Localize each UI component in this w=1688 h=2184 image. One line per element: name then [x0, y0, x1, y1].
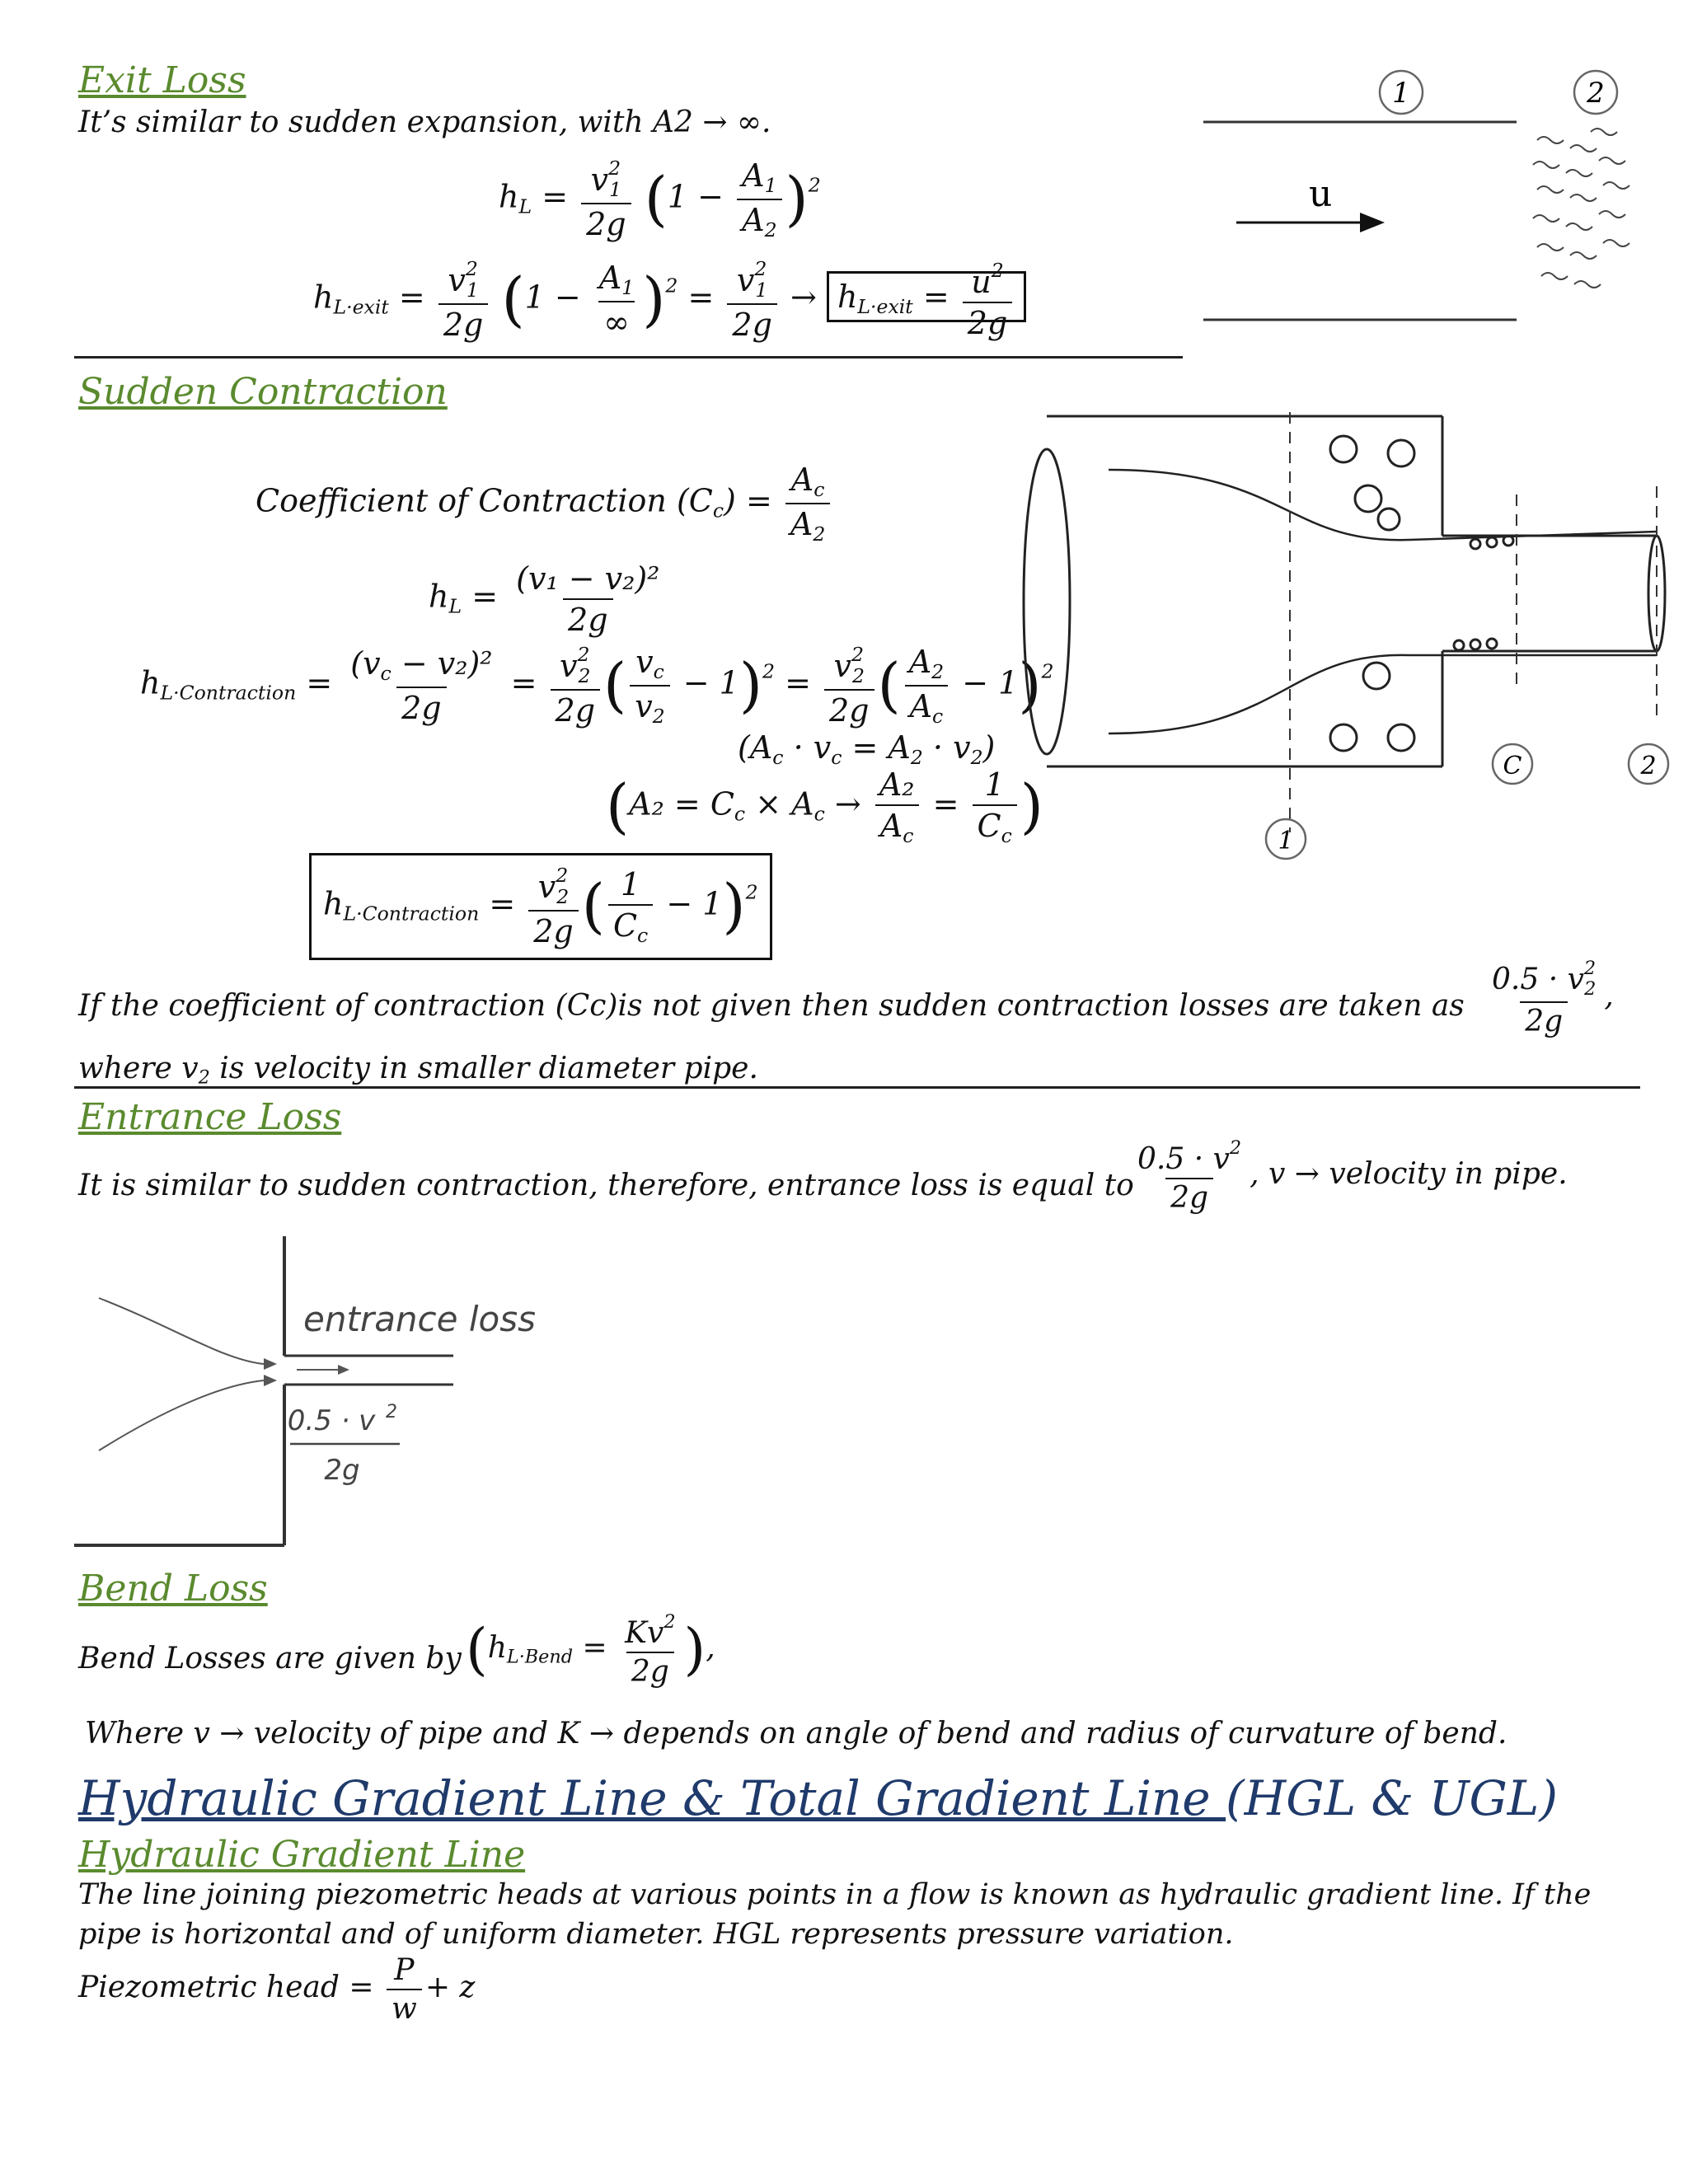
exit-loss-result-box: $h_{L\cdot exit}$ = $\frac{u^2}{2g}$ — [827, 271, 1026, 322]
exit-loss-heading: Exit Loss — [78, 59, 246, 101]
bend-loss-where: Where v → velocity of pipe and K → depends on angle of bend and radius of curvature of bend. — [85, 1717, 1507, 1750]
section-divider — [74, 1086, 1640, 1089]
entrance-loss-figure — [74, 1228, 569, 1558]
sudden-contraction-figure — [1014, 404, 1681, 865]
entrance-figure-numerator: 0.5 · v — [287, 1404, 376, 1437]
svg-text:2: 2 — [386, 1402, 397, 1422]
section-divider — [74, 356, 1183, 359]
exit-loss-figure — [1195, 58, 1657, 338]
sudden-contraction-heading: Sudden Contraction — [78, 371, 448, 413]
contraction-note-fraction: $\frac{0.5 \cdot v^2_2}{2g}$ , — [1492, 958, 1614, 1038]
figure-label-1: 1 — [1392, 77, 1410, 110]
contraction-loss-derivation: $h_{L\cdot Contraction}$ = $\frac{(v_c - v_2)^2}{2g}$ = $\frac{v^2_2}{2g}$ ( $\frac{v_c}{v_2}$ − 1)$^2$ = $\frac{v^2_2}{2g}$ ( $\frac{A_2}{A_c}$ − 1)$^2$ — [140, 643, 1054, 729]
exit-loss-equation-1: $h_L$ = $\frac{v^2_1}{2g}$ (1 − $\frac{A_1}{A_2}$ )$^2$ — [499, 157, 821, 242]
bend-loss-heading: Bend Loss — [78, 1568, 268, 1610]
exit-loss-intro: It’s similar to sudden expansion, with A2 → ∞. — [78, 105, 771, 139]
piezometric-head-equation: Piezometric head = $\frac{P}{w}$ + z — [78, 1953, 476, 2026]
entrance-figure-denominator: 2g — [324, 1454, 360, 1487]
coefficient-of-contraction-equation: Coefficient of Contraction $(C_c)$ = $\frac{A_c}{A_2}$ — [256, 462, 833, 546]
figure-label-2: 2 — [1640, 752, 1657, 780]
hgl-heading: Hydraulic Gradient Line — [78, 1834, 526, 1876]
contraction-loss-result-box: $h_{L\cdot Contraction}$ = $\frac{v^2_2}{2g}$ ( $\frac{1}{C_c}$ − 1)$^2$ — [309, 853, 772, 960]
hgl-title: Hydraulic Gradient Line & Total Gradient Line (HGL & UGL) — [78, 1770, 1558, 1826]
bend-loss-equation: ($h_{L\cdot Bend}$ = $\frac{Kv^2}{2g}$ ), — [466, 1611, 715, 1689]
flow-velocity-label: u — [1309, 173, 1333, 215]
entrance-loss-heading: Entrance Loss — [78, 1096, 342, 1138]
entrance-loss-text: It is similar to sudden contraction, therefore, entrance loss is equal to — [78, 1169, 1134, 1202]
turbulence-icon — [1533, 129, 1629, 288]
entrance-loss-fraction: $\frac{0.5 \cdot v^2}{2g}$ , v → velocity in pipe. — [1137, 1137, 1568, 1215]
exit-loss-equation-2: $h_{L\cdot exit}$ = $\frac{v^2_1}{2g}$ (1 − $\frac{A_1}{\infty}$ )$^2$ = $\frac{v^2_1}{2g}$ → $h_{L\cdot exit}$ = $\frac{u^2}{2g}$ — [313, 257, 1026, 343]
figure-label-c: C — [1503, 752, 1522, 780]
flow-arrow-icon — [338, 1365, 349, 1375]
figure-label-2: 2 — [1587, 77, 1605, 110]
continuity-equation: $(A_c \cdot v_c = A_2 \cdot v_2)$ — [738, 729, 996, 770]
contraction-note-line-2: where $v_2$ is velocity in smaller diameter pipe. — [78, 1052, 758, 1089]
contraction-note-line-1: If the coefficient of contraction (Cc)is not given then sudden contraction losses are taken as — [78, 989, 1465, 1023]
bend-loss-text: Bend Losses are given by — [78, 1642, 462, 1675]
area-relation-equation: ($A_2 = C_c \times A_c$ → $\frac{\text{A₂}}{A_c}$ = $\frac{1}{C_c}$ ) — [606, 766, 1043, 848]
flow-arrow-icon — [1360, 213, 1385, 232]
entrance-loss-label: entrance loss — [303, 1299, 536, 1339]
eddy-icon — [1330, 436, 1513, 751]
head-loss-equation: $h_L$ = $\frac{\text{(v₁ − v₂)²}}{2g}$ — [429, 560, 660, 638]
hgl-paragraph: The line joining piezometric heads at various points in a flow is known as hydraulic gradient line. If the pipe is horizontal and of uniform diameter. HGL represents pressure variation. — [78, 1878, 1592, 1951]
figure-label-1: 1 — [1278, 827, 1294, 855]
